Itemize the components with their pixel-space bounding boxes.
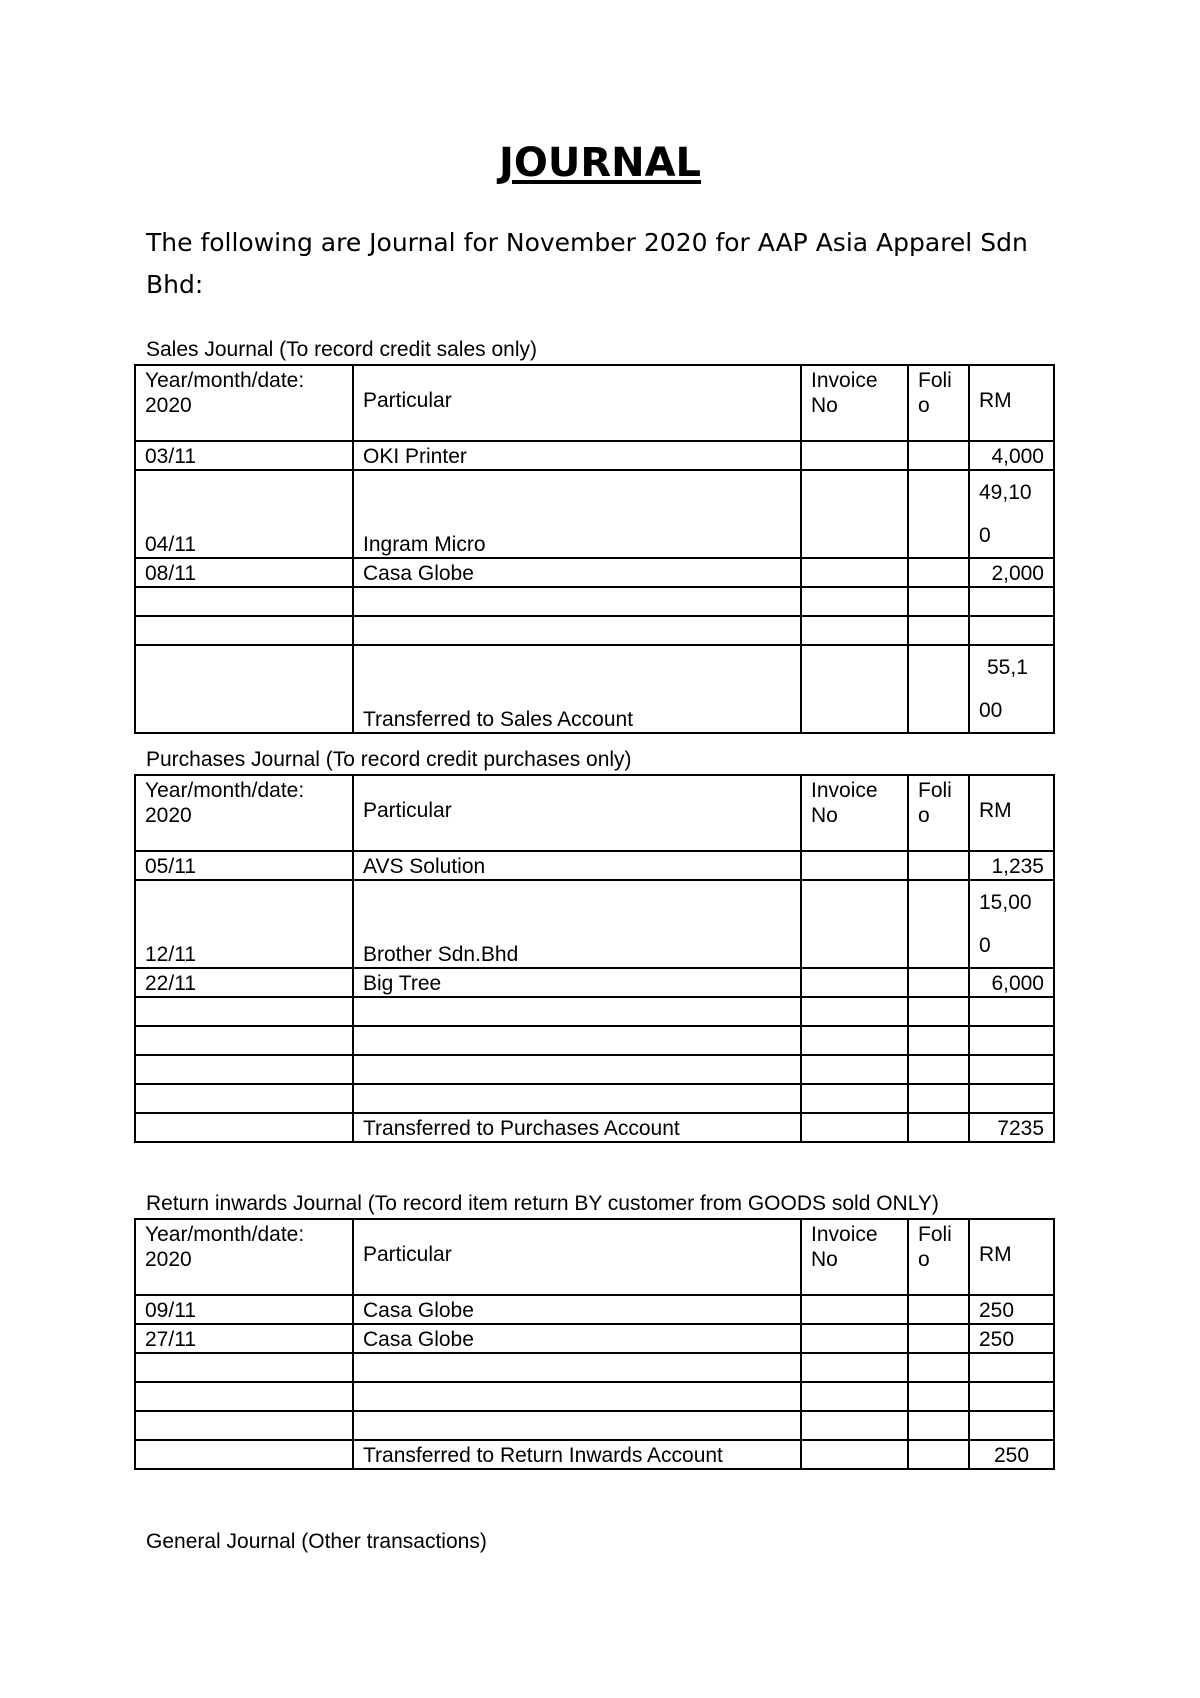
empty-row — [135, 997, 1054, 1026]
table-header-row: Year/month/date: 2020 Particular Invoice No Foli o RM — [135, 365, 1054, 441]
total-row: Transferred to Purchases Account 7235 — [135, 1113, 1054, 1142]
empty-row — [135, 1353, 1054, 1382]
empty-row — [135, 1084, 1054, 1113]
return-inwards-journal-title: Return inwards Journal (To record item return BY customer from GOODS sold ONLY) — [146, 1192, 939, 1215]
table-row: 12/11 Brother Sdn.Bhd 15,00 0 — [135, 880, 1054, 968]
return-inwards-journal-table — [134, 1218, 1055, 1470]
table-row: 09/11 Casa Globe 250 — [135, 1295, 1054, 1324]
empty-row — [135, 616, 1054, 645]
intro-text: The following are Journal for November 2020 for AAP Asia Apparel Sdn Bhd: — [146, 228, 1028, 299]
table-row: 27/11 Casa Globe 250 — [135, 1324, 1054, 1353]
table-header-row: Year/month/date: 2020 Particular Invoice No Foli o RM — [135, 1219, 1054, 1295]
empty-row — [135, 587, 1054, 616]
sales-journal-title: Sales Journal (To record credit sales only) — [146, 338, 538, 361]
total-row: Transferred to Return Inwards Account 250 — [135, 1440, 1054, 1469]
table-header-row: Year/month/date: 2020 Particular Invoice No Foli o RM — [135, 775, 1054, 851]
total-row: Transferred to Sales Account 55,1 00 — [135, 645, 1054, 733]
purchases-journal-title: Purchases Journal (To record credit purchases only) — [146, 748, 632, 771]
empty-row — [135, 1411, 1054, 1440]
general-journal-title: General Journal (Other transactions) — [146, 1530, 487, 1553]
table-row: 08/11 Casa Globe 2,000 — [135, 558, 1054, 587]
table-row: 22/11 Big Tree 6,000 — [135, 968, 1054, 997]
table-row: 03/11 OKI Printer 4,000 — [135, 441, 1054, 470]
purchases-journal-table — [134, 774, 1055, 1143]
table-row: 05/11 AVS Solution 1,235 — [135, 851, 1054, 880]
table-row: 04/11 Ingram Micro 49,10 0 — [135, 470, 1054, 558]
empty-row — [135, 1055, 1054, 1084]
page-title: JOURNAL — [498, 140, 702, 186]
empty-row — [135, 1026, 1054, 1055]
empty-row — [135, 1382, 1054, 1411]
sales-journal-table — [134, 364, 1055, 734]
